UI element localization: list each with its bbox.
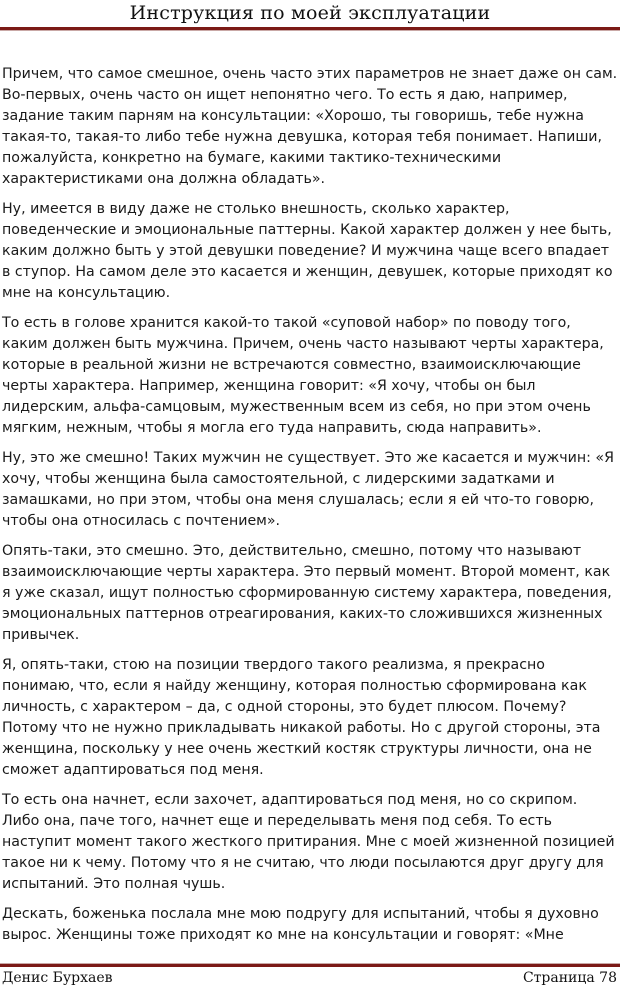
paragraph: Ну, имеется в виду даже не столько внешность, сколько характер, поведенческие и эмоциональные паттерны. Какой характер должен у нее быть, каким должно быть у этой девушки поведение? И мужчина чаще всего впадает в ступор. На самом деле это касается и женщин, девушек, которые приходят ко мне на консультацию. xyxy=(2,200,613,301)
page-number: Страница 78 xyxy=(522,970,617,986)
footer-rule xyxy=(0,963,620,967)
page-header xyxy=(0,0,620,28)
page-body xyxy=(0,64,620,955)
book-title: Инструкция по моей эксплуатации xyxy=(129,2,491,24)
header-rule xyxy=(0,27,620,31)
paragraph: Причем, что самое смешное, очень часто этих параметров не знает даже он сам. Во-первых, очень часто он ищет непонятно чего. То есть я даю, например, задание таким парням на консультации: «Хорошо, ты говоришь, тебе нужна такая-то, такая-то либо тебе нужна девушка, которая тебя понимает. Напиши, пожалуйста, конкретно на бумаге, какими тактико-техническими характеристиками она должна обладать». xyxy=(2,66,618,187)
author-name: Денис Бурхаев xyxy=(2,970,113,986)
paragraph: Опять-таки, это смешно. Это, действительно, смешно, потому что называют взаимоисключающие черты характера. Это первый момент. Второй момент, как я уже сказал, ищут полностью сформированную систему характера, поведения, эмоциональных паттернов отреагирования, каких-то сложившихся жизненных привычек. xyxy=(2,543,612,643)
paragraph: То есть в голове хранится какой-то такой «суповой набор» по поводу того, каким должен быть мужчина. Причем, очень часто называют черты характера, которые в реальной жизни не встречаются совместно, взаимоисключающие черты характера. Например, женщина говорит: «Я хочу, чтобы он был лидерским, альфа-самцовым, мужественным всем из себя, но при этом очень мягким, нежным, чтобы я могла его туда направить, сюда направить». xyxy=(2,314,604,436)
paragraph: Ну, это же смешно! Таких мужчин не существует. Это же касается и мужчин: «Я хочу, чтобы женщина была самостоятельной, с лидерскими задатками и замашками, но при этом, чтобы она меня слушалась; если я ей что-то говорю, чтобы она относилась с почтением». xyxy=(2,449,614,529)
paragraph: Я, опять-таки, стою на позиции твердого такого реализма, я прекрасно понимаю, что, если я найду женщину, которая полностью сформирована как личность, с характером – да, с одной стороны, это будет плюсом. Почему? Потому что не нужно прикладывать никакой работы. Но с другой стороны, эта женщина, поскольку у нее очень жесткий костяк структуры личности, она не сможет адаптироваться под меня. xyxy=(2,657,601,778)
paragraph: То есть она начнет, если захочет, адаптироваться под меня, но со скрипом. Либо она, паче того, начнет еще и переделывать меня под себя. То есть наступит момент такого жесткого притирания. Мне с моей жизненной позицией такое ни к чему. Потому что я не считаю, что люди посылаются друг другу для испытаний. Это полная чушь. xyxy=(2,792,615,892)
page-footer xyxy=(0,968,620,989)
paragraph: Дескать, боженька послала мне мою подругу для испытаний, чтобы я духовно вырос. Женщины тоже приходят ко мне на консультации и говорят: «Мне xyxy=(2,906,599,943)
